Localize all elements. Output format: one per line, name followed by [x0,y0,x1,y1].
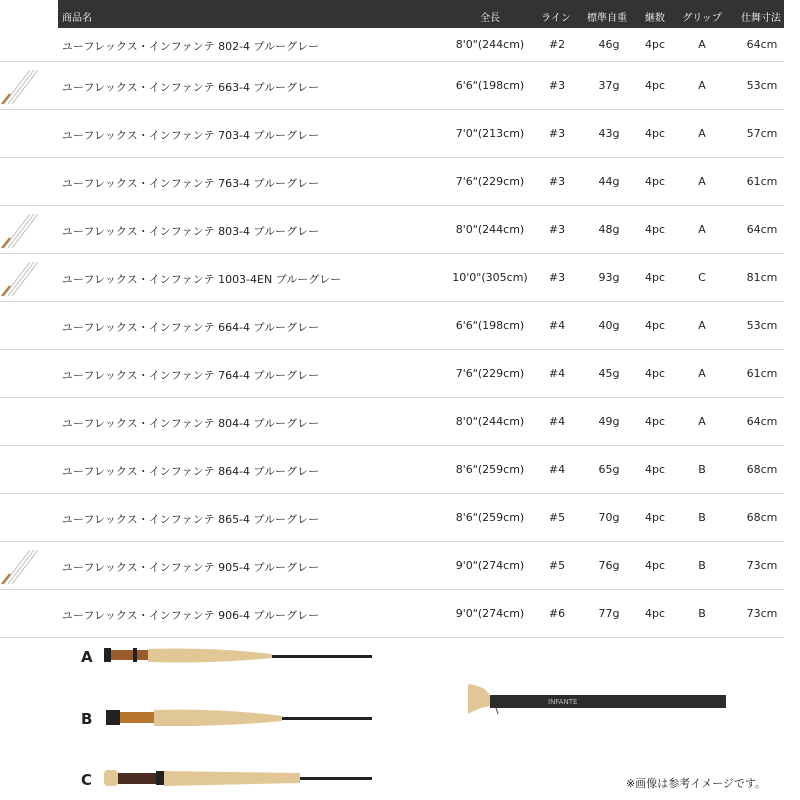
cell-closed: 53cm [746,79,778,92]
cell-weight: 45g [598,367,620,380]
cell-closed: 53cm [746,319,778,332]
cell-length: 8'0"(244cm) [455,223,525,236]
grip-label-c: C [81,771,93,789]
cell-line: #2 [548,38,566,51]
cell-length: 7'6"(229cm) [455,367,525,380]
header-line: ライン [541,13,571,24]
rod-thumbnail [0,546,40,586]
cell-grip: A [698,415,706,428]
cell-length: 6'6"(198cm) [455,79,525,92]
cell-line: #3 [548,223,566,236]
grip-label-b: B [81,710,93,728]
cell-length: 8'0"(244cm) [455,38,525,51]
header-length: 全長 [480,13,500,24]
product-name: ユーフレックス・インファンテ 1003-4EN ブルーグレー [62,273,342,286]
cell-pieces: 4pc [644,415,666,428]
cell-closed: 64cm [746,38,778,51]
cell-line: #3 [548,271,566,284]
cell-weight: 44g [598,175,620,188]
header-name: 商品名 [62,13,92,24]
product-name: ユーフレックス・インファンテ 865-4 ブルーグレー [62,513,320,526]
cell-weight: 40g [598,319,620,332]
cell-length: 9'0"(274cm) [455,559,525,572]
cell-closed: 68cm [746,463,778,476]
product-name: ユーフレックス・インファンテ 803-4 ブルーグレー [62,225,320,238]
cell-pieces: 4pc [644,223,666,236]
table-row [0,494,784,542]
cell-grip: A [698,127,706,140]
image-disclaimer: ※画像は参考イメージです。 [626,777,767,790]
cell-grip: A [698,175,706,188]
cell-closed: 64cm [746,415,778,428]
cell-weight: 70g [598,511,620,524]
header-pieces: 継数 [645,13,665,24]
rod-brand-text: INFANTE [548,698,578,706]
cell-closed: 64cm [746,223,778,236]
cell-length: 8'6"(259cm) [455,511,525,524]
grip-images [100,645,380,795]
product-name: ユーフレックス・インファンテ 703-4 ブルーグレー [62,129,320,142]
product-name: ユーフレックス・インファンテ 804-4 ブルーグレー [62,417,320,430]
table-row [0,446,784,494]
cell-grip: C [698,271,706,284]
grip-b-image [106,710,372,727]
table-row [0,302,784,350]
grip-a-image [104,648,372,663]
cell-pieces: 4pc [644,607,666,620]
table-row [0,110,784,158]
cell-pieces: 4pc [644,559,666,572]
cell-grip: B [698,511,706,524]
table-header [58,0,784,28]
product-name: ユーフレックス・インファンテ 905-4 ブルーグレー [62,561,320,574]
table-row [0,158,784,206]
cell-grip: A [698,319,706,332]
cell-weight: 76g [598,559,620,572]
row-divider [0,637,784,638]
table-row [0,590,784,638]
table-row [0,542,784,590]
grip-label-a: A [81,648,93,666]
table-row [0,350,784,398]
product-name: ユーフレックス・インファンテ 663-4 ブルーグレー [62,81,320,94]
cell-weight: 46g [598,38,620,51]
cell-line: #3 [548,175,566,188]
rod-thumbnail [0,66,40,106]
cell-length: 6'6"(198cm) [455,319,525,332]
cell-closed: 61cm [746,367,778,380]
cell-length: 7'0"(213cm) [455,127,525,140]
cell-length: 10'0"(305cm) [452,271,528,284]
cell-pieces: 4pc [644,367,666,380]
product-name: ユーフレックス・インファンテ 906-4 ブルーグレー [62,609,320,622]
cell-line: #4 [548,415,566,428]
product-name: ユーフレックス・インファンテ 763-4 ブルーグレー [62,177,320,190]
product-name: ユーフレックス・インファンテ 664-4 ブルーグレー [62,321,320,334]
header-grip: グリップ [682,13,722,24]
cell-weight: 37g [598,79,620,92]
cell-line: #4 [548,319,566,332]
cell-closed: 61cm [746,175,778,188]
rod-label-image [468,684,728,724]
cell-weight: 77g [598,607,620,620]
cell-closed: 81cm [746,271,778,284]
cell-length: 8'0"(244cm) [455,415,525,428]
cell-closed: 73cm [746,607,778,620]
cell-pieces: 4pc [644,175,666,188]
cell-line: #3 [548,79,566,92]
cell-grip: B [698,559,706,572]
table-row [0,28,784,62]
cell-line: #3 [548,127,566,140]
cell-closed: 68cm [746,511,778,524]
cell-weight: 48g [598,223,620,236]
cell-length: 9'0"(274cm) [455,607,525,620]
cell-line: #5 [548,559,566,572]
cell-pieces: 4pc [644,127,666,140]
cell-pieces: 4pc [644,319,666,332]
cell-closed: 73cm [746,559,778,572]
cell-line: #5 [548,511,566,524]
cell-grip: A [698,367,706,380]
product-name: ユーフレックス・インファンテ 864-4 ブルーグレー [62,465,320,478]
cell-line: #6 [548,607,566,620]
cell-grip: A [698,79,706,92]
cell-weight: 65g [598,463,620,476]
table-row [0,206,784,254]
cell-length: 7'6"(229cm) [455,175,525,188]
cell-grip: A [698,223,706,236]
grip-c-image [104,770,372,786]
rod-thumbnail [0,210,40,250]
cell-line: #4 [548,367,566,380]
cell-grip: A [698,38,706,51]
cell-pieces: 4pc [644,38,666,51]
product-name: ユーフレックス・インファンテ 802-4 ブルーグレー [62,40,320,53]
product-name: ユーフレックス・インファンテ 764-4 ブルーグレー [62,369,320,382]
cell-length: 8'6"(259cm) [455,463,525,476]
cell-pieces: 4pc [644,463,666,476]
cell-grip: B [698,463,706,476]
cell-pieces: 4pc [644,511,666,524]
rod-thumbnail [0,258,40,298]
cell-closed: 57cm [746,127,778,140]
table-row [0,254,784,302]
cell-weight: 49g [598,415,620,428]
cell-line: #4 [548,463,566,476]
cell-grip: B [698,607,706,620]
header-weight: 標準自重 [587,13,627,24]
cell-weight: 43g [598,127,620,140]
table-row [0,398,784,446]
cell-weight: 93g [598,271,620,284]
table-row [0,62,784,110]
header-closed: 仕舞寸法 [741,13,781,24]
cell-pieces: 4pc [644,79,666,92]
cell-pieces: 4pc [644,271,666,284]
